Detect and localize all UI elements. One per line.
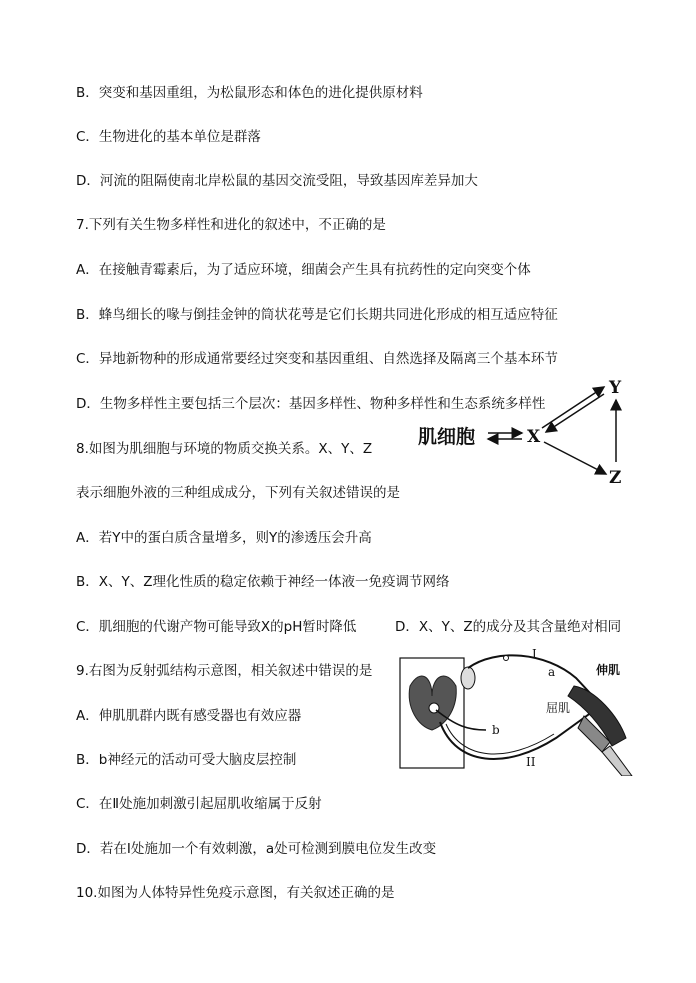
z-label: Z <box>609 468 622 488</box>
option-7c: C．异地新物种的形成通常要经过突变和基因重组、自然选择及隔离三个基本环节 <box>76 351 558 367</box>
label-extensor: 伸肌 <box>596 663 621 677</box>
question-8: 8.如图为肌细胞与环境的物质交换关系。X、Y、Z <box>76 441 373 457</box>
option-9c: C．在Ⅱ处施加刺激引起屈肌收缩属于反射 <box>76 796 322 812</box>
question-7: 7.下列有关生物多样性和进化的叙述中，不正确的是 <box>76 217 386 233</box>
label-b: b <box>492 723 500 737</box>
text-line-2: C．生物进化的基本单位是群落 <box>76 129 261 145</box>
option-8c: C．肌细胞的代谢产物可能导致X的pH暂时降低 <box>76 619 357 635</box>
label-a: a <box>548 665 556 679</box>
label-I: I <box>532 647 537 661</box>
label-flexor: 屈肌 <box>546 701 571 715</box>
question-9: 9.右图为反射弧结构示意图，相关叙述中错误的是 <box>76 663 373 679</box>
question-10: 10.如图为人体特异性免疫示意图，有关叙述正确的是 <box>76 885 395 901</box>
option-7d: D．生物多样性主要包括三个层次：基因多样性、物种多样性和生态系统多样性 <box>76 396 546 412</box>
text-line-3: D．河流的阻隔使南北岸松鼠的基因交流受阻，导致基因库差异加大 <box>76 173 478 189</box>
x-label: X <box>527 427 541 447</box>
dorsal-root-ganglion <box>461 667 475 689</box>
option-9d: D．若在Ⅰ处施加一个有效刺激，a处可检测到膜电位发生改变 <box>76 841 437 857</box>
option-7a: A．在接触青霉素后，为了适应环境，细菌会产生具有抗药性的定向突变个体 <box>76 262 531 278</box>
option-8d: D．X、Y、Z的成分及其含量绝对相同 <box>395 619 622 635</box>
option-8b: B．X、Y、Z理化性质的稳定依赖于神经一体液一免疫调节网络 <box>76 574 450 590</box>
arrow-x-to-z <box>544 442 606 474</box>
arrow-y-to-x <box>546 394 604 432</box>
option-9b: B．b神经元的活动可受大脑皮层控制 <box>76 752 297 768</box>
limb-bone <box>602 746 632 776</box>
point-a-marker <box>504 656 509 661</box>
figure-reflex-arc <box>396 646 636 776</box>
option-7b: B．蜂鸟细长的喙与倒挂金钟的筒状花萼是它们长期共同进化形成的相互适应特征 <box>76 307 558 323</box>
figure-exchange-diagram <box>410 370 640 490</box>
option-9a: A．伸肌肌群内既有感受器也有效应器 <box>76 708 302 724</box>
y-label: Y <box>609 378 622 398</box>
muscle-cell-label: 肌细胞 <box>418 426 476 448</box>
option-8a: A．若Y中的蛋白质含量增多，则Y的渗透压会升高 <box>76 530 372 546</box>
text-line-1: B．突变和基因重组，为松鼠形态和体色的进化提供原材料 <box>76 85 423 101</box>
question-8-cont: 表示细胞外液的三种组成成分，下列有关叙述错误的是 <box>76 485 400 501</box>
arrow-x-to-y <box>542 387 604 428</box>
label-II: II <box>526 755 536 769</box>
